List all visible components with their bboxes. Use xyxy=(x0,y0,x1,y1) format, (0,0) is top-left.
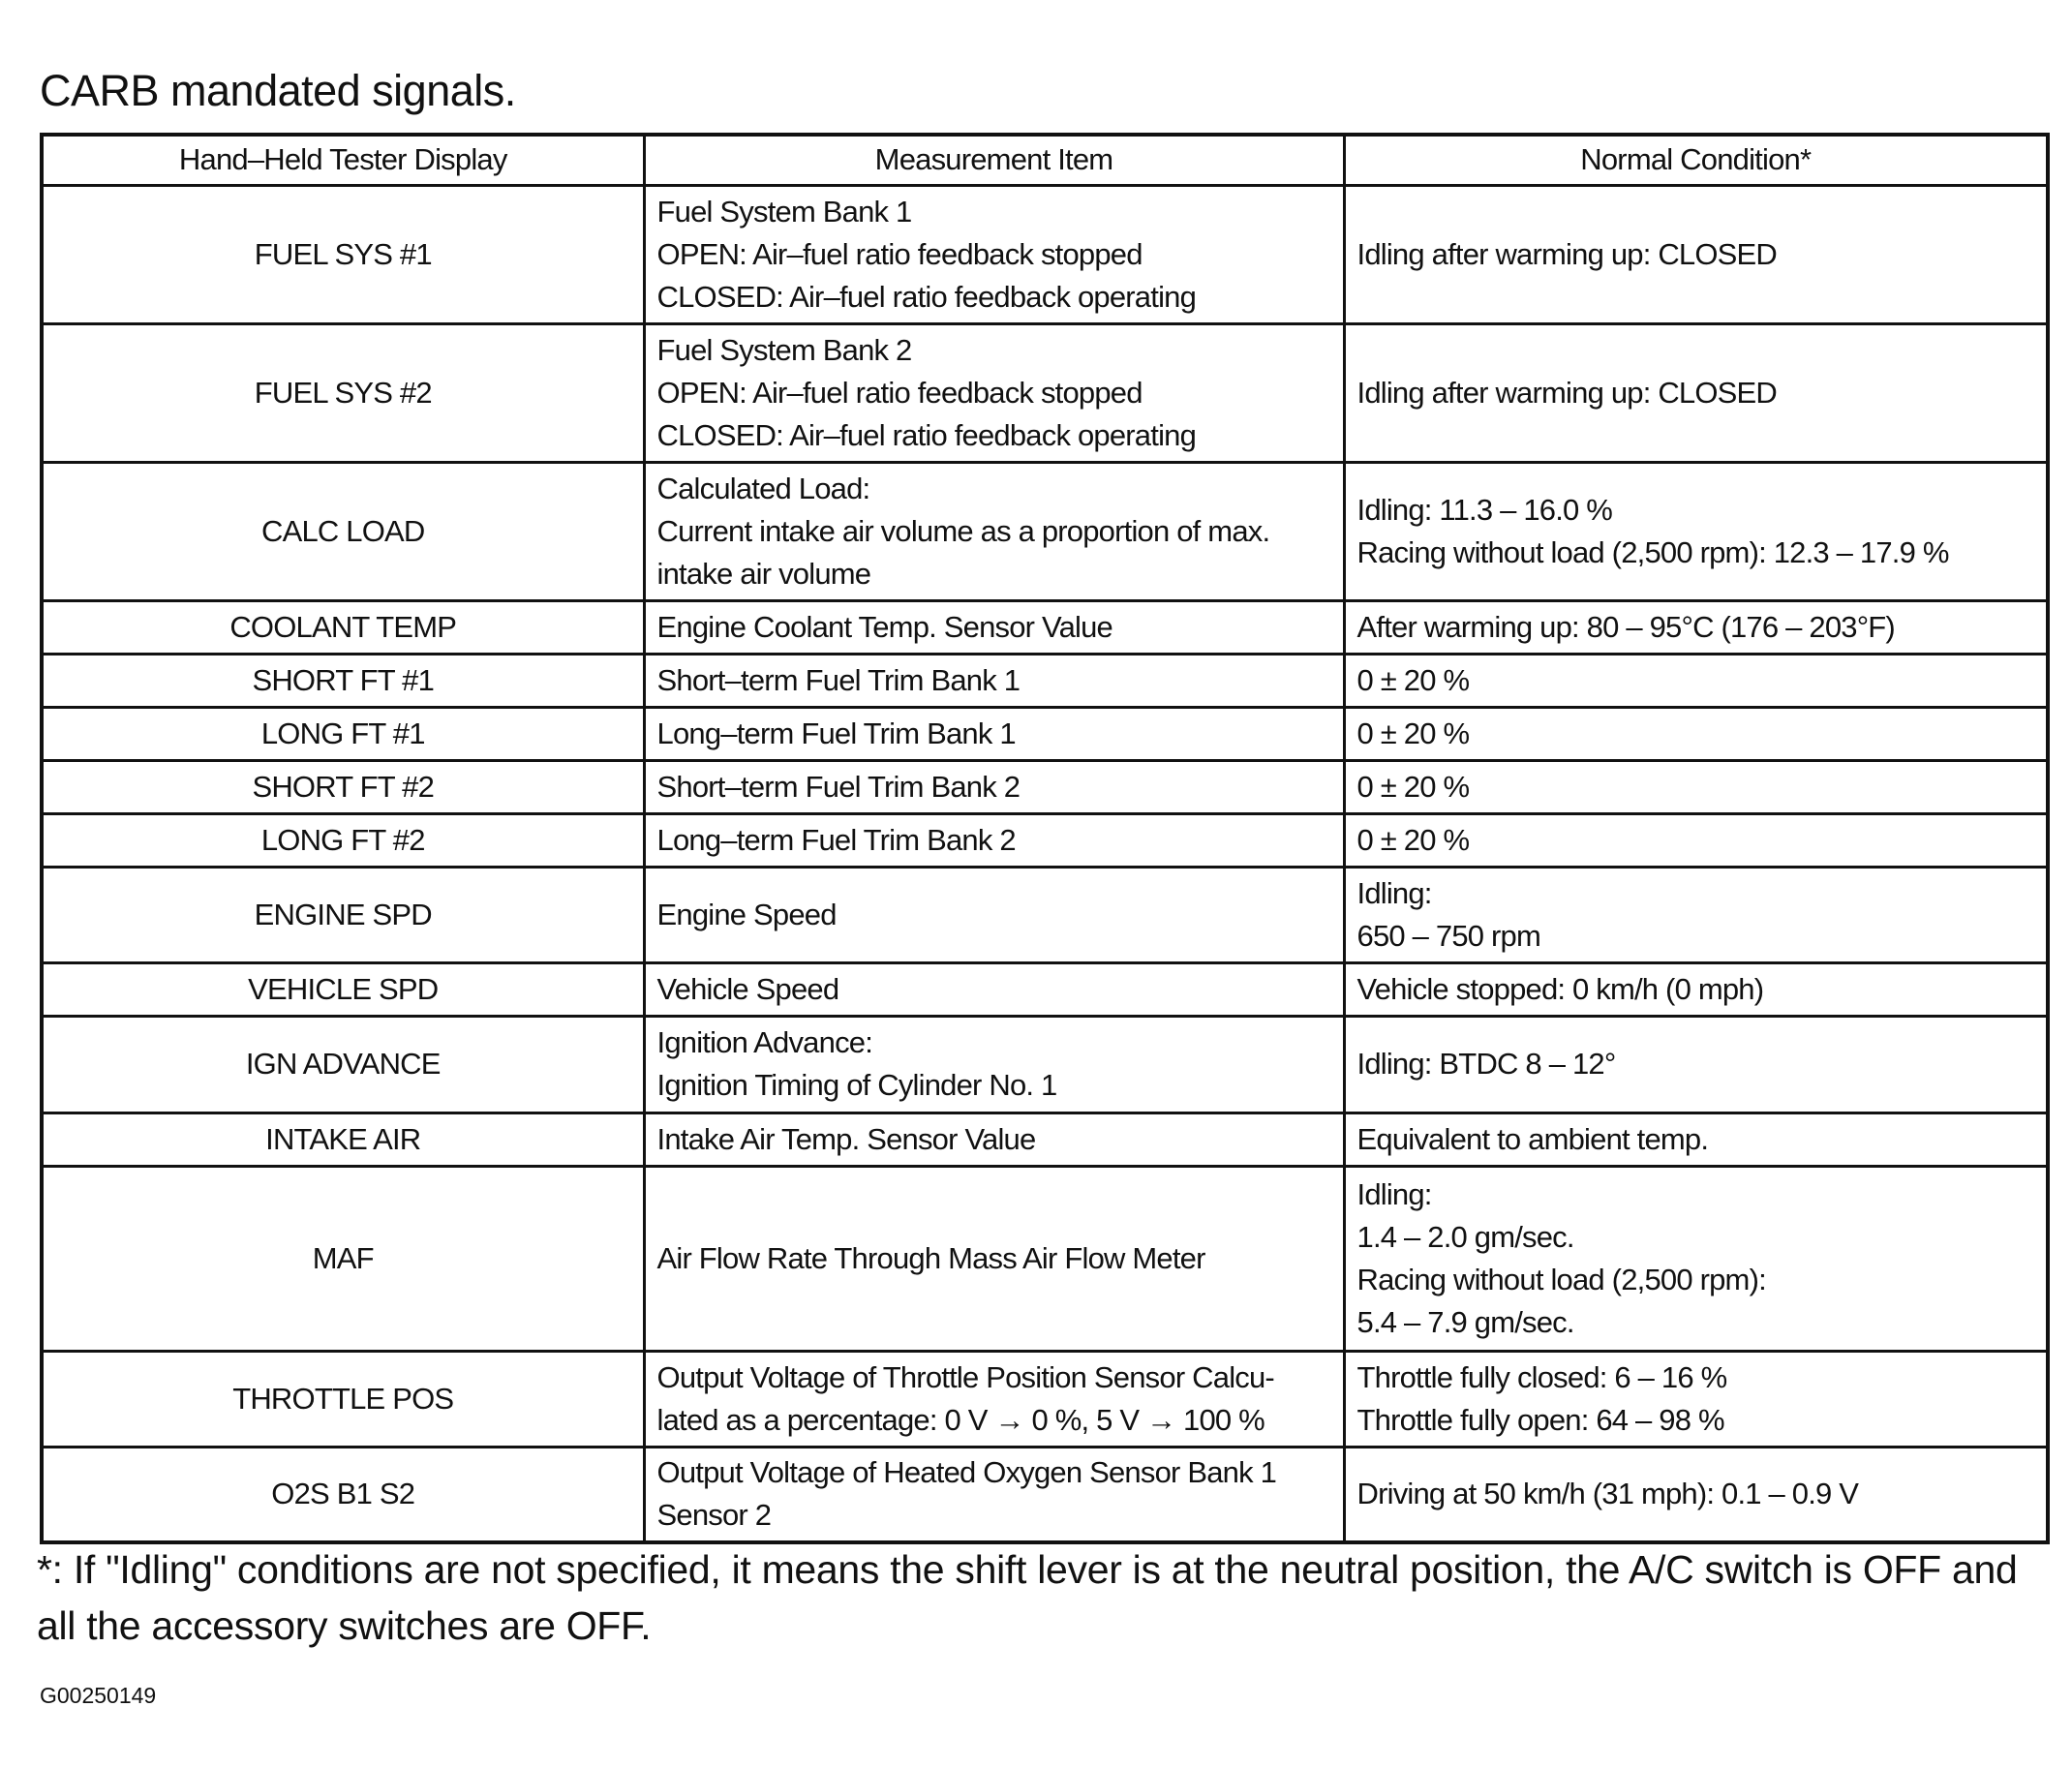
normal-condition-cell xyxy=(1344,1447,2048,1542)
tester-display-cell: ENGINE SPD xyxy=(42,867,644,962)
figure-code: G00250149 xyxy=(40,1683,157,1708)
cell-line: 1.4 – 2.0 gm/sec. xyxy=(1356,1219,1574,1254)
table-header-row xyxy=(42,135,2048,185)
tester-display-cell: CALC LOAD xyxy=(42,462,644,600)
cell-line: 0 ± 20 % xyxy=(1356,822,1470,857)
cell-line: Idling: BTDC 8 – 12° xyxy=(1356,1047,1616,1081)
table-row xyxy=(42,1351,2048,1447)
normal-condition-cell xyxy=(1344,707,2048,760)
cell-line: 0 ± 20 % xyxy=(1356,662,1470,697)
header-tester-display: Hand–Held Tester Display xyxy=(42,135,644,185)
cell-line: Engine Coolant Temp. Sensor Value xyxy=(656,609,1112,644)
normal-condition-cell xyxy=(1344,654,2048,707)
table-row xyxy=(42,1016,2048,1113)
tester-display-cell: LONG FT #2 xyxy=(42,813,644,867)
measurement-item-cell xyxy=(644,962,1344,1016)
measurement-item-cell xyxy=(644,462,1344,600)
cell-line: intake air volume xyxy=(656,556,871,591)
cell-line: Throttle fully open: 64 – 98 % xyxy=(1356,1402,1724,1437)
table-row xyxy=(42,1113,2048,1166)
cell-line: Racing without load (2,500 rpm): xyxy=(1356,1262,1766,1296)
cell-line: Fuel System Bank 1 xyxy=(656,194,912,229)
cell-line: Driving at 50 km/h (31 mph): 0.1 – 0.9 V xyxy=(1356,1477,1859,1511)
cell-line: Idling: xyxy=(1356,1176,1432,1211)
cell-line: Racing without load (2,500 rpm): 12.3 – 17.9 % xyxy=(1356,534,1949,569)
normal-condition-cell xyxy=(1344,1016,2048,1113)
table-row xyxy=(42,323,2048,462)
table-row xyxy=(42,1166,2048,1351)
cell-line: 0 ± 20 % xyxy=(1356,769,1470,804)
cell-line: Air Flow Rate Through Mass Air Flow Meter xyxy=(656,1240,1205,1275)
measurement-item-cell xyxy=(644,654,1344,707)
cell-line: Idling after warming up: CLOSED xyxy=(1356,236,1778,271)
cell-line: Calculated Load: xyxy=(656,471,870,505)
tester-display-cell: SHORT FT #2 xyxy=(42,760,644,813)
cell-line: Equivalent to ambient temp. xyxy=(1356,1121,1709,1156)
cell-line: Short–term Fuel Trim Bank 1 xyxy=(656,662,1021,697)
cell-line: Idling after warming up: CLOSED xyxy=(1356,375,1778,410)
measurement-item-cell xyxy=(644,867,1344,962)
normal-condition-cell xyxy=(1344,600,2048,654)
measurement-item-cell xyxy=(644,1351,1344,1447)
table-row xyxy=(42,462,2048,600)
normal-condition-cell xyxy=(1344,867,2048,962)
cell-line: CLOSED: Air–fuel ratio feedback operating xyxy=(656,279,1197,314)
measurement-item-cell xyxy=(644,185,1344,323)
tester-display-cell: THROTTLE POS xyxy=(42,1351,644,1447)
table-row xyxy=(42,600,2048,654)
footnote: *: If "Idling" conditions are not specified, it means the shift lever is at the neutral position, the A/C switch is OFF and all the accessory switches are OFF. xyxy=(37,1547,2018,1648)
cell-line: Sensor 2 xyxy=(656,1498,772,1533)
cell-line: After warming up: 80 – 95°C (176 – 203°F) xyxy=(1356,609,1895,644)
cell-line: Engine Speed xyxy=(656,897,837,931)
measurement-item-cell xyxy=(644,707,1344,760)
cell-line: OPEN: Air–fuel ratio feedback stopped xyxy=(656,236,1143,271)
cell-line: CLOSED: Air–fuel ratio feedback operating xyxy=(656,417,1197,452)
tester-display-cell: VEHICLE SPD xyxy=(42,962,644,1016)
normal-condition-cell xyxy=(1344,813,2048,867)
table-row xyxy=(42,760,2048,813)
cell-line: Idling: 11.3 – 16.0 % xyxy=(1356,492,1613,527)
cell-line: 5.4 – 7.9 gm/sec. xyxy=(1356,1304,1574,1339)
normal-condition-cell xyxy=(1344,462,2048,600)
table-row xyxy=(42,813,2048,867)
measurement-item-cell xyxy=(644,1113,1344,1166)
cell-line: Ignition Timing of Cylinder No. 1 xyxy=(656,1068,1057,1102)
measurement-item-cell xyxy=(644,323,1344,462)
header-measurement-item: Measurement Item xyxy=(644,135,1344,185)
measurement-item-cell xyxy=(644,600,1344,654)
normal-condition-cell xyxy=(1344,185,2048,323)
normal-condition-cell xyxy=(1344,1113,2048,1166)
normal-condition-cell xyxy=(1344,1166,2048,1351)
cell-line: Short–term Fuel Trim Bank 2 xyxy=(656,769,1021,804)
normal-condition-cell xyxy=(1344,323,2048,462)
table-row xyxy=(42,185,2048,323)
cell-line: Throttle fully closed: 6 – 16 % xyxy=(1356,1359,1727,1394)
cell-line: Ignition Advance: xyxy=(656,1025,873,1059)
tester-display-cell: LONG FT #1 xyxy=(42,707,644,760)
cell-line: Current intake air volume as a proportion of max. xyxy=(656,513,1270,548)
header-normal-condition: Normal Condition* xyxy=(1344,135,2048,185)
table-row xyxy=(42,867,2048,962)
cell-line: Fuel System Bank 2 xyxy=(656,332,912,367)
tester-display-cell: COOLANT TEMP xyxy=(42,600,644,654)
table-row xyxy=(42,962,2048,1016)
cell-line: OPEN: Air–fuel ratio feedback stopped xyxy=(656,375,1143,410)
tester-display-cell: SHORT FT #1 xyxy=(42,654,644,707)
tester-display-cell: O2S B1 S2 xyxy=(42,1447,644,1542)
normal-condition-cell xyxy=(1344,962,2048,1016)
tester-display-cell: FUEL SYS #1 xyxy=(42,185,644,323)
page-title: CARB mandated signals. xyxy=(40,66,516,115)
cell-line: Long–term Fuel Trim Bank 2 xyxy=(656,822,1016,857)
measurement-item-cell xyxy=(644,760,1344,813)
normal-condition-cell xyxy=(1344,1351,2048,1447)
cell-line: Output Voltage of Heated Oxygen Sensor Bank 1 xyxy=(656,1455,1277,1490)
tester-display-cell: MAF xyxy=(42,1166,644,1351)
tester-display-cell: INTAKE AIR xyxy=(42,1113,644,1166)
measurement-item-cell xyxy=(644,1166,1344,1351)
carb-signals-table xyxy=(40,133,2050,1544)
table-row xyxy=(42,1447,2048,1542)
table-row xyxy=(42,707,2048,760)
tester-display-cell: FUEL SYS #2 xyxy=(42,323,644,462)
cell-line: Idling: xyxy=(1356,875,1432,910)
cell-line: 650 – 750 rpm xyxy=(1356,918,1541,953)
measurement-item-cell xyxy=(644,1016,1344,1113)
cell-line: Long–term Fuel Trim Bank 1 xyxy=(656,716,1016,750)
cell-line: Intake Air Temp. Sensor Value xyxy=(656,1121,1036,1156)
cell-line: Output Voltage of Throttle Position Sensor Calcu- xyxy=(656,1359,1274,1394)
cell-line: Vehicle stopped: 0 km/h (0 mph) xyxy=(1356,971,1764,1006)
cell-line: lated as a percentage: 0 V → 0 %, 5 V → 100 % xyxy=(656,1402,1265,1437)
table-row xyxy=(42,654,2048,707)
normal-condition-cell xyxy=(1344,760,2048,813)
measurement-item-cell xyxy=(644,813,1344,867)
cell-line: 0 ± 20 % xyxy=(1356,716,1470,750)
cell-line: Vehicle Speed xyxy=(656,971,839,1006)
measurement-item-cell xyxy=(644,1447,1344,1542)
tester-display-cell: IGN ADVANCE xyxy=(42,1016,644,1113)
